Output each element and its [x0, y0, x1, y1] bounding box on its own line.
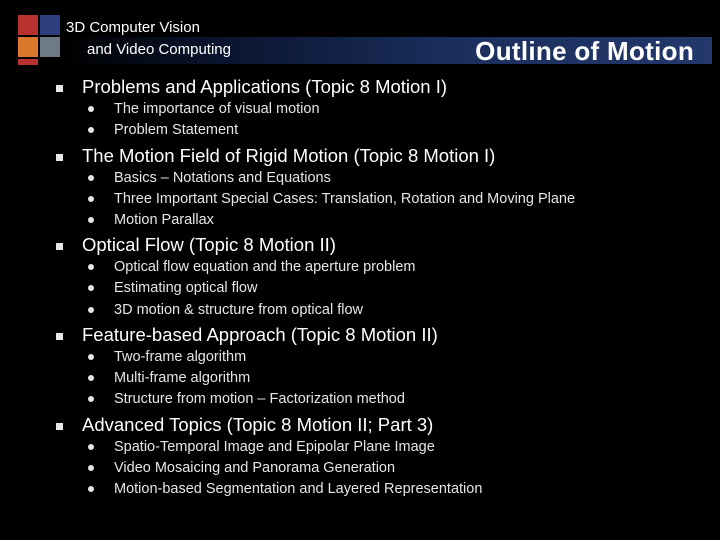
item-bullet: [88, 307, 94, 313]
outline-topic: Problems and Applications (Topic 8 Motion I): [82, 76, 448, 97]
outline-item: Three Important Special Cases: Translation, Rotation and Moving Plane: [114, 191, 576, 207]
item-bullet: [88, 285, 94, 291]
outline-item: Motion Parallax: [114, 212, 214, 228]
item-bullet: [88, 175, 94, 181]
item-bullet: [88, 106, 94, 112]
outline-item: 3D motion & structure from optical flow: [114, 302, 364, 318]
topic-bullet: [56, 423, 63, 430]
logo-square: [40, 37, 60, 57]
topic-bullet: [56, 243, 63, 250]
item-bullet: [88, 375, 94, 381]
outline-item: Optical flow equation and the aperture problem: [114, 259, 416, 275]
logo-square: [40, 15, 60, 35]
outline-item: The importance of visual motion: [114, 101, 320, 117]
outline-item: Spatio-Temporal Image and Epipolar Plane Image: [114, 439, 435, 455]
item-bullet: [88, 264, 94, 270]
logo-square: [18, 15, 38, 35]
logo-square: [18, 37, 38, 57]
item-bullet: [88, 486, 94, 492]
outline-item: Structure from motion – Factorization method: [114, 391, 405, 407]
outline-item: Video Mosaicing and Panorama Generation: [114, 460, 396, 476]
item-bullet: [88, 465, 94, 471]
topic-bullet: [56, 154, 63, 161]
outline-item: Two-frame algorithm: [114, 349, 247, 365]
item-bullet: [88, 127, 94, 133]
outline-item: Basics – Notations and Equations: [114, 170, 331, 186]
outline-topic: The Motion Field of Rigid Motion (Topic 8 Motion I): [82, 145, 496, 166]
item-bullet: [88, 354, 94, 360]
outline-topic: Optical Flow (Topic 8 Motion II): [82, 234, 336, 255]
slide-title: Outline of Motion: [475, 36, 694, 66]
logo-square: [18, 59, 38, 65]
outline-topic: Feature-based Approach (Topic 8 Motion II): [82, 324, 438, 345]
outline-item: Multi-frame algorithm: [114, 370, 251, 386]
topic-bullet: [56, 333, 63, 340]
outline-item: Problem Statement: [114, 122, 239, 138]
outline-topic: Advanced Topics (Topic 8 Motion II; Part 3): [82, 414, 434, 435]
item-bullet: [88, 196, 94, 202]
item-bullet: [88, 444, 94, 450]
item-bullet: [88, 217, 94, 223]
logo: [18, 15, 62, 65]
brand-line-1: 3D Computer Vision: [66, 19, 200, 36]
item-bullet: [88, 396, 94, 402]
brand-line-2: and Video Computing: [87, 41, 231, 58]
outline-item: Motion-based Segmentation and Layered Representation: [114, 481, 483, 497]
topic-bullet: [56, 85, 63, 92]
outline-item: Estimating optical flow: [114, 280, 258, 296]
